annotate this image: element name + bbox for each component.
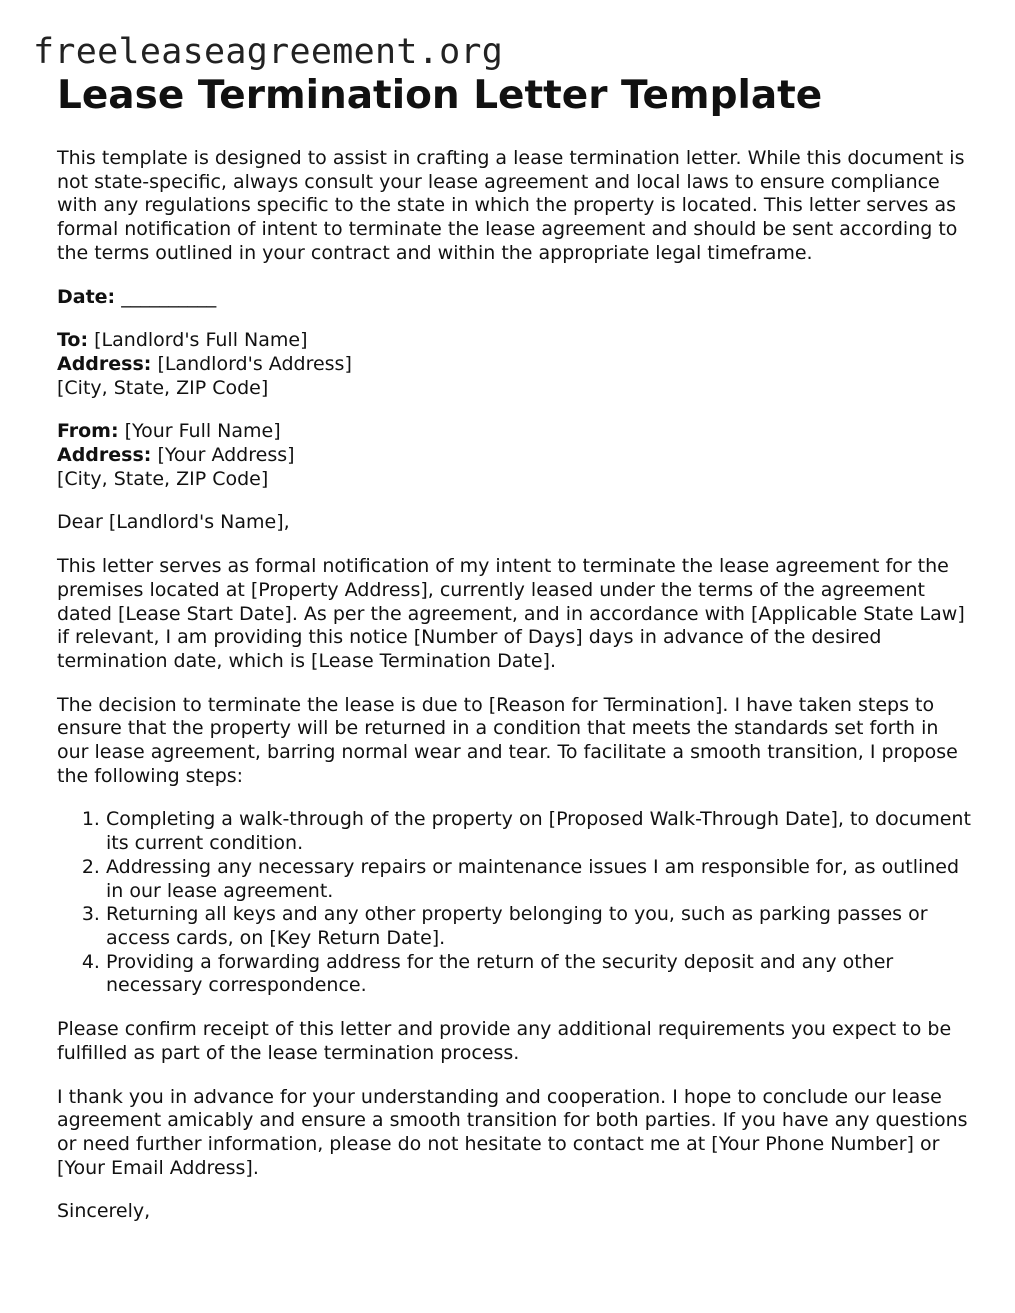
site-watermark: freeleaseagreement.org [33, 32, 504, 72]
body-paragraph-confirm: Please confirm receipt of this letter and provide any additional requirements you expect to be fulfilled as part of the lease termination process. [57, 1018, 952, 1064]
intro-paragraph: This template is designed to assist in crafting a lease termination letter. While this document is not state-specific, always consult your lease agreement and local laws to ensure compliance with any regulations specific to the state in which the property is located. This letter serves as formal notification of intent to terminate the lease agreement and should be sent according to the terms outlined in your contract and within the appropriate legal timeframe. [57, 147, 965, 264]
recipient-name: [Landlord's Full Name] [94, 329, 308, 352]
closing: Sincerely, [57, 1200, 151, 1223]
list-item: 2. Addressing any necessary repairs or maintenance issues I am responsible for, as outlined in our lease agreement. [106, 856, 972, 903]
letter-content [57, 72, 972, 1224]
list-item: 4. Providing a forwarding address for the return of the security deposit and any other necessary correspondence. [106, 951, 972, 998]
list-item: 1. Completing a walk-through of the property on [Proposed Walk-Through Date], to document its current condition. [106, 808, 972, 855]
steps-list [57, 808, 972, 998]
body-paragraph-reason: The decision to terminate the lease is due to [Reason for Termination]. I have taken steps to ensure that the property will be returned in a condition that meets the standards set forth in our lease agreement, barring normal wear and tear. To facilitate a smooth transition, I propose the following steps: [57, 693, 958, 787]
sender-name: [Your Full Name] [124, 420, 281, 443]
recipient-address-label: Address: [57, 352, 152, 375]
recipient-block [57, 329, 972, 400]
from-label: From: [57, 420, 119, 443]
recipient-name-line [57, 329, 972, 353]
recipient-address-line [57, 353, 972, 377]
recipient-city: [City, State, ZIP Code] [57, 376, 269, 399]
page-title: Lease Termination Letter Template [57, 73, 823, 118]
sender-address: [Your Address] [157, 444, 295, 467]
date-blank: __________ [121, 285, 217, 308]
body-paragraph-notice: This letter serves as formal notification of my intent to terminate the lease agreement for the premises located at [Property Address], currently leased under the terms of the agreement dated [Lease Start Date]. As per the agreement, and in accordance with [Applicable State Law] if relevant, I am providing this notice [Number of Days] days in advance of the desired termination date, which is [Lease Termination Date]. [57, 555, 965, 672]
salutation: Dear [Landlord's Name], [57, 511, 290, 534]
sender-address-line [57, 444, 972, 468]
sender-name-line [57, 420, 972, 444]
body-paragraph-thanks: I thank you in advance for your understanding and cooperation. I hope to conclude our lease agreement amicably and ensure a smooth transition for both parties. If you have any questions or need further information, please do not hesitate to contact me at [Your Phone Number] or [Your Email Address]. [57, 1085, 968, 1179]
sender-block [57, 420, 972, 491]
sender-city: [City, State, ZIP Code] [57, 467, 269, 490]
list-item: 3. Returning all keys and any other property belonging to you, such as parking passes or access cards, on [Key Return Date]. [106, 903, 972, 950]
sender-address-label: Address: [57, 444, 152, 467]
to-label: To: [57, 329, 89, 352]
recipient-address: [Landlord's Address] [157, 352, 352, 375]
date-line [57, 286, 972, 310]
date-label: Date: [57, 285, 116, 308]
